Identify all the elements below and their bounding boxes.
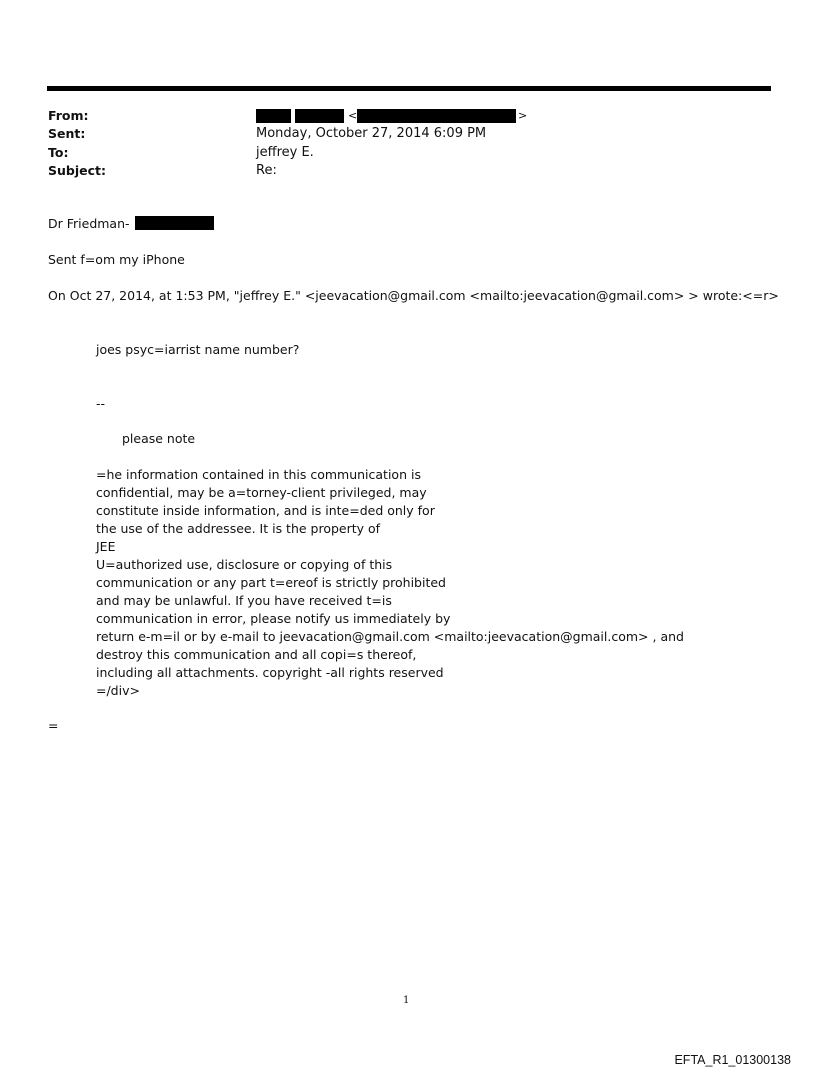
disclaimer-line: communication or any part t=ereof is strictly prohibited	[96, 575, 446, 590]
sent-from-line: Sent f=om my iPhone	[48, 252, 185, 267]
disclaimer-line: =/div>	[96, 683, 140, 698]
disclaimer-line: the use of the addressee. It is the property of	[96, 521, 381, 536]
redaction-bar	[295, 109, 344, 123]
disclaimer-line: =he information contained in this communication is	[96, 467, 421, 482]
redaction-bar	[357, 109, 516, 123]
bates-id: EFTA_R1_01300138	[674, 1053, 791, 1067]
disclaimer-line: return e-m=il or by e-mail to jeevacation@gmail.com <mailto:jeevacation@gmail.com> , and	[96, 629, 684, 644]
redaction-bar	[256, 109, 291, 123]
subject-value: Re:	[256, 163, 277, 178]
disclaimer-line: and may be unlawful. If you have received t=is	[96, 593, 392, 608]
question-line: joes psyc=iarrist name number?	[96, 342, 300, 357]
please-note: please note	[122, 431, 196, 446]
disclaimer-line: U=authorized use, disclosure or copying of this	[96, 557, 393, 572]
disclaimer-block	[96, 466, 684, 700]
page-number: 1	[403, 995, 410, 1006]
sent-value: Monday, October 27, 2014 6:09 PM	[256, 126, 487, 141]
to-value: jeffrey E.	[256, 145, 314, 160]
disclaimer-line: constitute inside information, and is inte=ded only for	[96, 503, 435, 518]
redaction-bar	[135, 216, 214, 230]
quote-intro: On Oct 27, 2014, at 1:53 PM, "jeffrey E." <jeevacation@gmail.com <mailto:jeevacation@gmail.com> > wrote:<=r>	[48, 288, 779, 303]
disclaimer-line: JEE	[96, 539, 116, 554]
signature-separator: --	[96, 396, 106, 411]
email-open-bracket: <	[348, 109, 358, 122]
disclaimer-line: including all attachments. copyright -all rights reserved	[96, 665, 444, 680]
from-label: From:	[48, 108, 89, 123]
to-label: To:	[48, 145, 69, 160]
disclaimer-line: communication in error, please notify us immediately by	[96, 611, 451, 626]
trailing-char: =	[48, 718, 59, 733]
header-rule	[47, 86, 771, 91]
email-close-bracket: >	[518, 109, 528, 122]
subject-label: Subject:	[48, 163, 106, 178]
disclaimer-line: confidential, may be a=torney-client privileged, may	[96, 485, 427, 500]
sent-label: Sent:	[48, 126, 86, 141]
greeting: Dr Friedman-	[48, 216, 130, 231]
disclaimer-line: destroy this communication and all copi=s thereof,	[96, 647, 417, 662]
